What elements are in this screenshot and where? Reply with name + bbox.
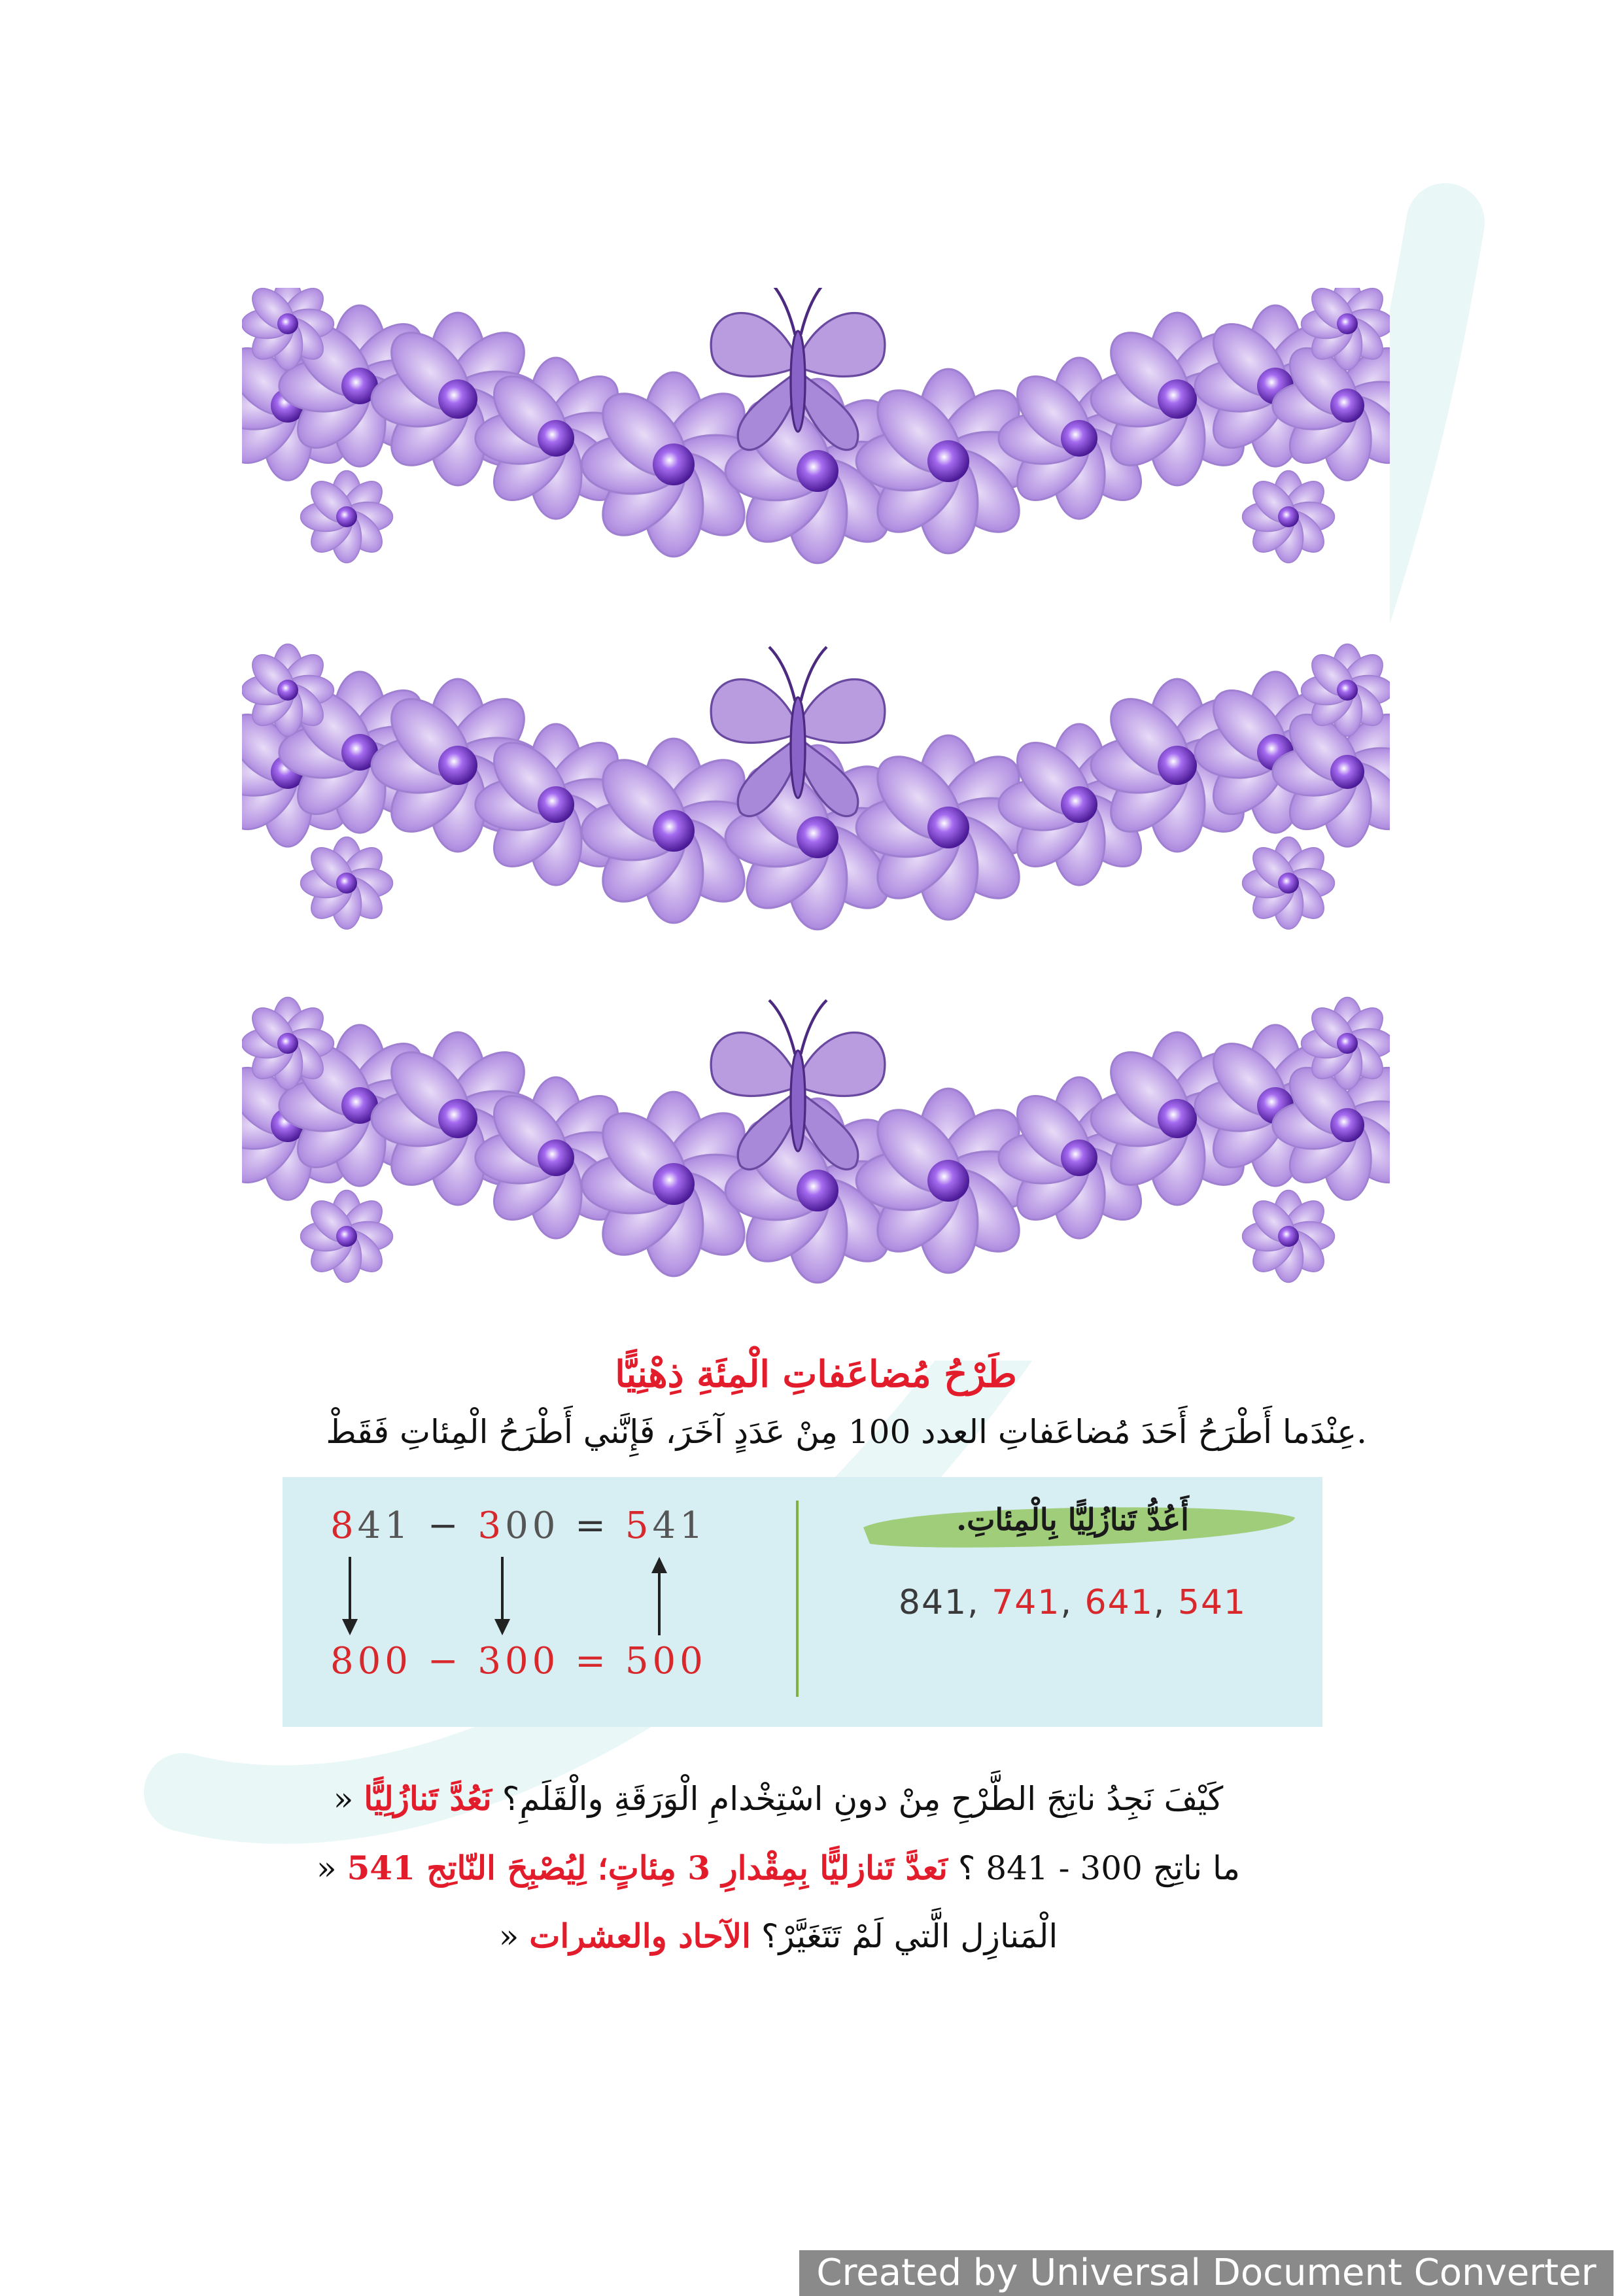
- lesson-title: طَرْحُ مُضاعَفاتِ الْمِئَةِ ذِهْنِيًّا: [615, 1353, 1017, 1396]
- eq-c-hundreds: 5: [625, 1505, 653, 1547]
- flower-garland-decoration: [242, 288, 1390, 1361]
- arrow-up-icon: [640, 1554, 679, 1639]
- answer-text: نَعدَّ تَنازليًّا بِمِقْدارِ 3 مِئاتٍ؛ لِيُصْبِحَ النّاتِج 541: [347, 1849, 948, 1887]
- count-down-sequence: [844, 1583, 1302, 1622]
- sequence-separator: ,: [1153, 1583, 1166, 1622]
- sequence-separator: ,: [967, 1583, 980, 1622]
- example-divider: [796, 1501, 799, 1697]
- question-text: الْمَنازِل الَّتي لَمْ تَتَغَيَّرْ؟: [761, 1917, 1058, 1955]
- eq-a-hundreds: 8: [330, 1505, 358, 1547]
- sequence-number: 541: [1177, 1583, 1247, 1622]
- equation-bottom: 800 − 300 = 500: [330, 1640, 707, 1682]
- arrow-down-icon: [330, 1554, 370, 1639]
- question-line: [242, 1917, 1315, 1955]
- question-line: [242, 1849, 1315, 1887]
- eq-c-rest: 41: [652, 1505, 707, 1547]
- sequence-number: 841: [898, 1583, 968, 1622]
- equation-top: [330, 1505, 749, 1547]
- arrow-down-icon: [483, 1554, 522, 1639]
- question-text: ما ناتِج 300 - 841 ؟: [958, 1849, 1240, 1887]
- eq-minus: −: [427, 1505, 462, 1547]
- bullet-marker: «: [333, 1780, 354, 1818]
- question-text: كَيْفَ نَجِدُ ناتِجَ الطَّرْحِ مِنْ دونِ اسْتِخْدامِ الْوَرَقَةِ والْقَلَمِ؟: [502, 1780, 1224, 1818]
- count-down-label: أَعُدُّ تَنازُلِيًّا بِالْمِئاتِ.: [956, 1502, 1189, 1537]
- sequence-number: 741: [992, 1583, 1061, 1622]
- question-line: [242, 1779, 1315, 1818]
- answer-text: نَعُدَّ تَنازُلِيًّا: [364, 1779, 492, 1818]
- sequence-separator: ,: [1060, 1583, 1073, 1622]
- eq-a-rest: 41: [357, 1505, 412, 1547]
- bullet-marker: «: [498, 1917, 519, 1955]
- eq-b-rest: 00: [505, 1505, 560, 1547]
- eq-equals: =: [575, 1505, 610, 1547]
- lesson-intro: .عِنْدَما أَطْرَحُ أَحَدَ مُضاعَفاتِ العدد 100 مِنْ عَدَدٍ آخَرَ، فَإِنَّني أَطْرَحُ الْمِئاتِ فَقَطْ: [326, 1413, 1367, 1451]
- sequence-number: 641: [1084, 1583, 1154, 1622]
- converter-footer: Created by Universal Document Converter: [799, 2250, 1613, 2296]
- bullet-marker: «: [317, 1849, 337, 1887]
- answer-text: الآحاد والعشرات: [529, 1917, 751, 1955]
- eq-b-hundreds: 3: [477, 1505, 506, 1547]
